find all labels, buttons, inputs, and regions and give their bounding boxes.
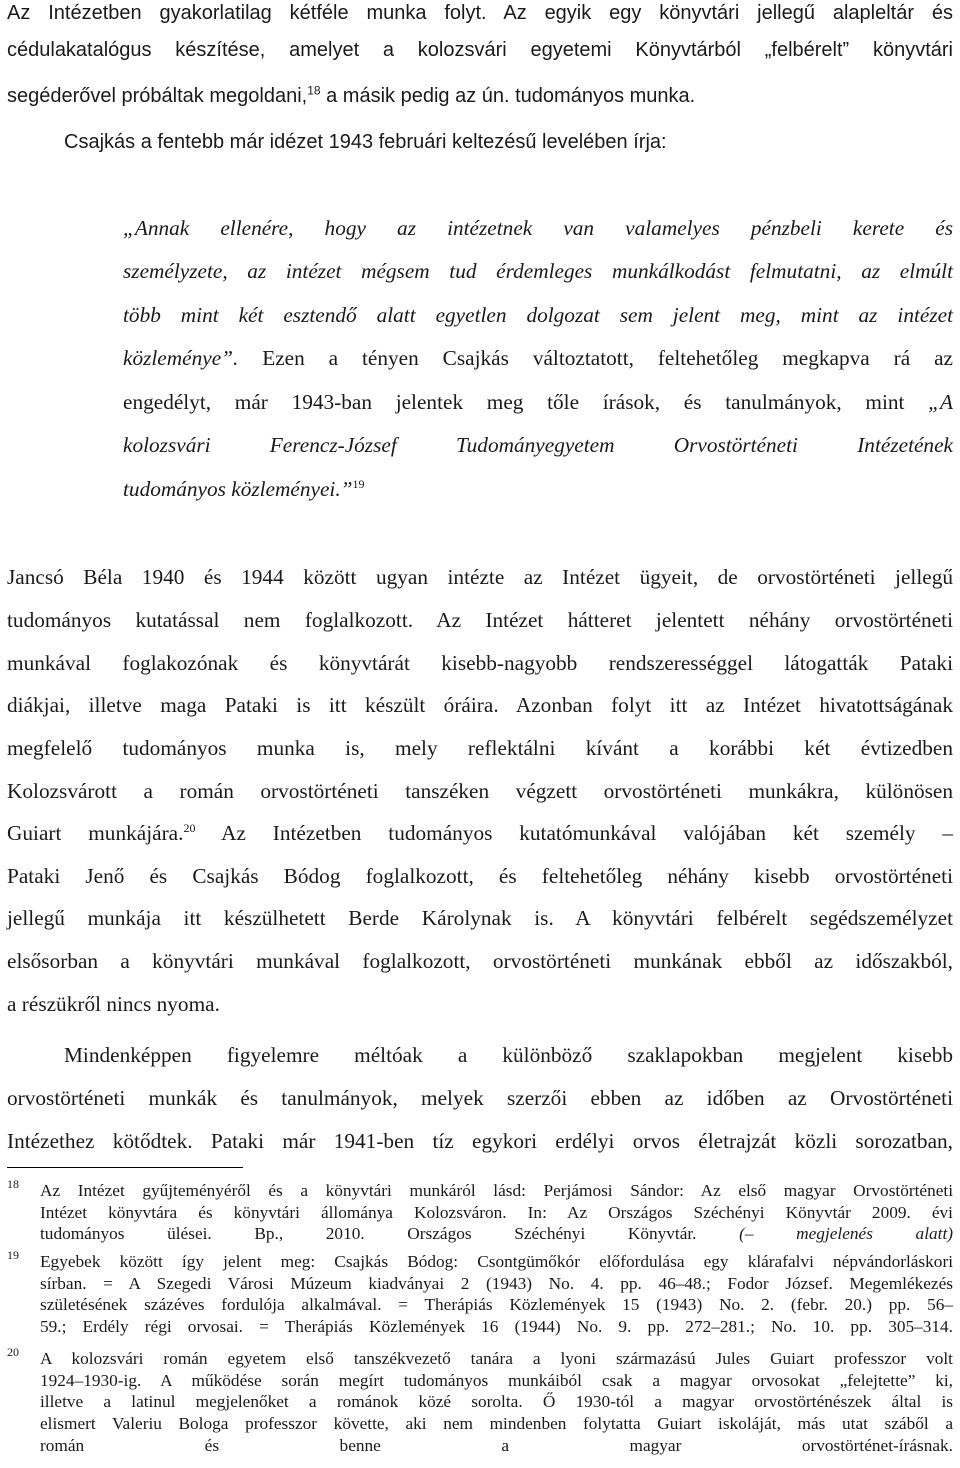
footnote-separator: [7, 1167, 243, 1168]
body1-line-7: [7, 812, 953, 855]
body1-line-9: jellegű munkája itt készülhetett Berde Károlynak is. A könyvtári felbérelt segédszemélyzet: [7, 906, 953, 930]
footnote-line: 1924–1930-ig. A működése során megírt tudományos munkáiból csak a magyar orvosokat „felejtette” ki,: [40, 1370, 953, 1390]
intro-line-2: cédulakatalógus készítése, amelyet a kolozsvári egyetemi Könyvtárból „felbérelt” könyvtári: [7, 39, 953, 61]
footnote-line: Egyebek között így jelent meg: Csajkás Bódog: Csontgümőkór előfordulása egy klárafalvi népvándorláskori: [40, 1252, 953, 1271]
body1-line-4: diákjai, illetve maga Pataki is itt készült óráira. Azonban folyt itt az Intézet hivatottságának: [7, 693, 953, 717]
body1-line-6: Kolozsvárott a román orvostörténeti tanszéken végzett orvostörténeti munkákra, különösen: [7, 779, 953, 803]
quote-line-7: [123, 468, 953, 512]
body1-line-11: a részükről nincs nyoma.: [7, 992, 220, 1016]
footnote-ref-19: 19: [352, 476, 365, 491]
footnote-line: elismert Valeriu Bologa professzor követte, aki nem mindenben folytatta Guiart iskoláját, más utat száből a: [40, 1414, 953, 1434]
quote-line-2: személyzete, az intézet mégsem tud érdemleges munkálkodást felmutatni, az elmúlt: [123, 259, 953, 283]
quote-line-3: több mint két esztendő alatt egyetlen dolgozat sem jelent meg, mint az intézet: [123, 303, 953, 327]
footnote-line: illetve a latinul megjelenőket a románok közé sorolta. Ő 1930-tól a magyar orvostörténészek által is: [40, 1392, 953, 1412]
footnote-18: [7, 1177, 953, 1245]
intro-text: a másik pedig az ún. tudományos munka.: [320, 85, 696, 107]
footnote-number: 20: [7, 1345, 19, 1359]
intro-line-1: Az Intézetben gyakorlatilag kétféle munka folyt. Az egyik egy könyvtári jellegű alapleltár és: [7, 2, 953, 24]
footnote-line: 59.; Erdély régi orvosai. = Therápiás Közlemények 16 (1944) No. 9. pp. 272–281.; No. 10. pp. 305–314.: [40, 1317, 953, 1337]
quote-italic: tudományos közleményei.”: [123, 477, 353, 501]
quote-italic: „A: [928, 390, 953, 414]
footnote-number: 19: [7, 1248, 19, 1262]
footnote-italic: (– megjelenés alatt): [739, 1224, 953, 1244]
body1-line-1: Jancsó Béla 1940 és 1944 között ugyan intézte az Intézet ügyeit, de orvostörténeti jellegű: [7, 565, 953, 589]
footnote-number: 18: [7, 1177, 19, 1191]
footnote-line: sírban. = A Szegedi Városi Múzeum kiadványai 2 (1943) No. 4. pp. 46–48.; Fodor József. Megemlékezés: [40, 1273, 953, 1293]
body1-line-10: elsősorban a könyvtári munkával foglalkozott, orvostörténeti munkának ebből az időszakból,: [7, 949, 953, 973]
body1-line-3: munkával foglakozónak és könyvtárát kisebb-nagyobb rendszerességgel látogatták Pataki: [7, 651, 953, 675]
intro-line-3: [7, 82, 953, 111]
intro-line-4: Csajkás a fentebb már idézet 1943 februári keltezésű levelében írja:: [64, 131, 667, 153]
footnote-ref-18: 18: [307, 83, 321, 98]
footnote-line: román és benne a magyar orvostörténet-írásnak.: [40, 1435, 953, 1455]
footnote-line: [40, 1223, 953, 1245]
footnote-20: [7, 1345, 953, 1457]
quote-italic: közleménye”.: [123, 346, 239, 370]
body-text: Guiart munkájára.: [7, 821, 184, 845]
body1-line-8: Pataki Jenő és Csajkás Bódog foglalkozott, és feltehetőleg néhány kisebb orvostörténeti: [7, 864, 953, 888]
quote-line-6: kolozsvári Ferencz-József Tudományegyetem Orvostörténeti Intézetének: [123, 433, 953, 457]
body1-line-5: megfelelő tudományos munka is, mely reflektálni kívánt a korábbi két évtizedben: [7, 736, 953, 760]
quote-line-4: [123, 337, 953, 381]
body2-line-1: Mindenképpen figyelemre méltóak a különböző szaklapokban megjelent kisebb: [64, 1043, 953, 1067]
footnote-line: A kolozsvári román egyetem első tanszékvezető tanára a lyoni származású Jules Guiart professzor volt: [40, 1349, 953, 1368]
footnote-line: Az Intézet gyűjteményéről és a könyvtári munkáról lásd: Perjámosi Sándor: Az első magyar Orvostörténeti: [40, 1181, 953, 1200]
footnote-text: tudományos ülései. Bp., 2010. Országos Széchényi Könyvtár.: [40, 1224, 740, 1244]
body2-line-2: orvostörténeti munkák és tanulmányok, melyek szerzői ebben az időben az Orvostörténeti: [7, 1086, 953, 1110]
body2-line-3: Intézethez kötődtek. Pataki már 1941-ben tíz egykori erdélyi orvos életrajzát közli sorozatban,: [7, 1129, 953, 1153]
quote-text: engedélyt, már 1943-ban jelentek meg tőle írások, és tanulmányok, mint: [123, 390, 929, 414]
footnote-line: születésének százéves fordulója alkalmával. = Therápiás Közlemények 15 (1943) No. 2. (febr. 20.) pp. 56–: [40, 1295, 953, 1315]
footnote-19: [7, 1248, 953, 1338]
quote-line-1: „Annak ellenére, hogy az intézetnek van valamelyes pénzbeli kerete és: [123, 216, 953, 240]
footnote-line: Intézet könyvtára és könyvtári állománya Kolozsváron. In: Az Országos Széchényi Könyvtár 2009. évi: [40, 1202, 953, 1222]
quote-line-5: [123, 381, 953, 425]
body-text: Az Intézetben tudományos kutatómunkával valójában két személy –: [195, 821, 953, 845]
quote-text: Ezen a tényen Csajkás változtatott, feltehetőleg megkapva rá az: [238, 346, 953, 370]
intro-text: segéderővel próbáltak megoldani,: [7, 85, 308, 107]
footnote-ref-20: 20: [183, 820, 196, 835]
body1-line-2: tudományos kutatással nem foglalkozott. Az Intézet hátteret jelentett néhány orvostörténeti: [7, 608, 953, 632]
